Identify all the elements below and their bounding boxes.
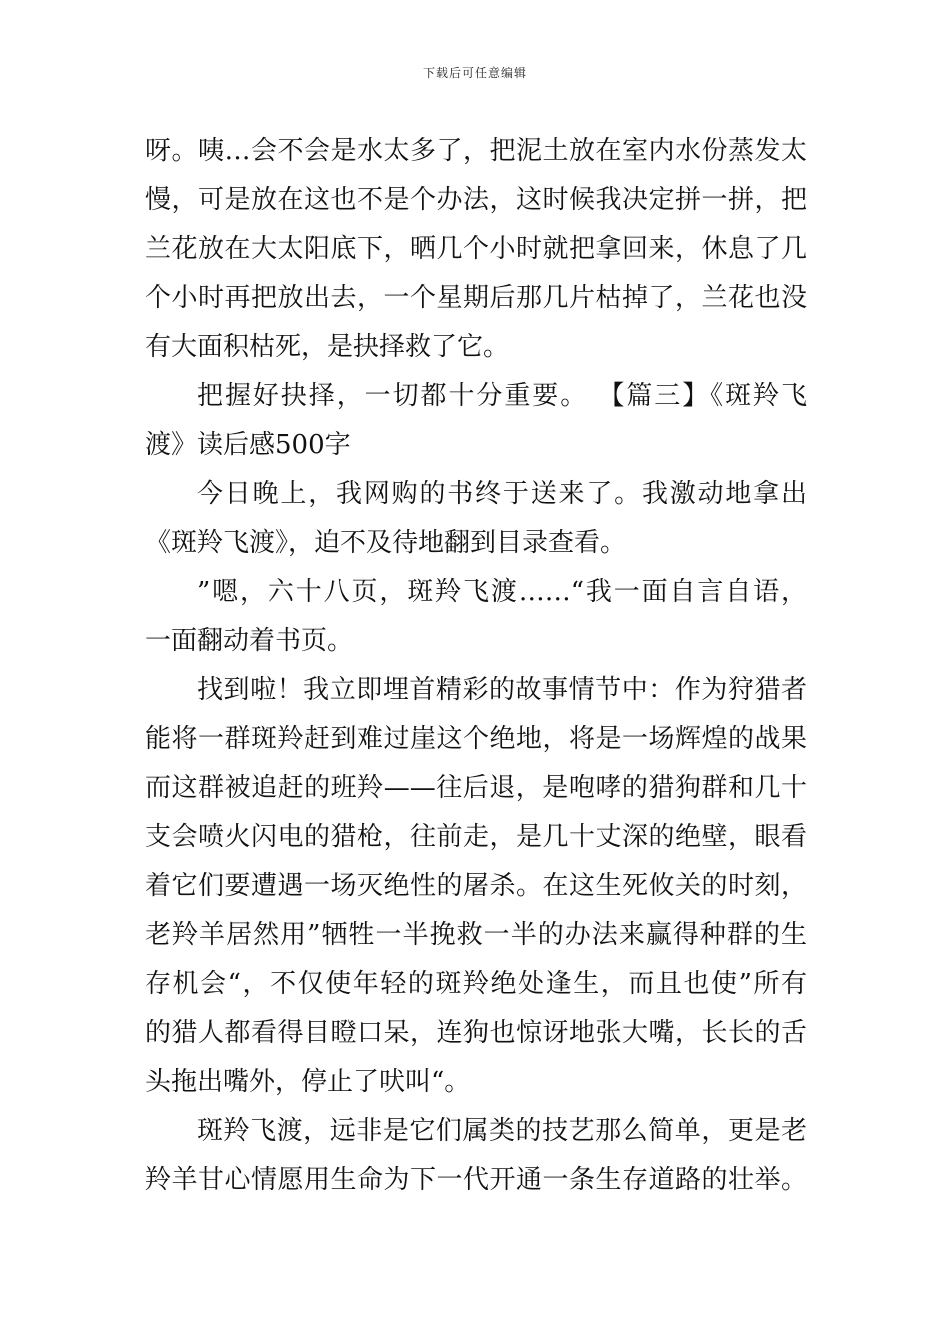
text-line: 斑羚飞渡，远非是它们属类的技艺那么简单，更是老 <box>197 1116 807 1146</box>
text-line: 找到啦！我立即埋首精彩的故事情节中：作为狩猎者 <box>197 675 807 705</box>
text-line: 能将一群斑羚赶到难过崖这个绝地，将是一场辉煌的战果 <box>145 724 807 754</box>
text-line: 存机会“，不仅使年轻的斑羚绝处逢生，而且也使”所有 <box>145 969 807 999</box>
text-line: 支会喷火闪电的猎枪，往前走，是几十丈深的绝壁，眼看 <box>145 822 807 852</box>
text-line: 今日晚上，我网购的书终于送来了。我激动地拿出 <box>197 479 807 509</box>
text-line: 羚羊甘心情愿用生命为下一代开通一条生存道路的壮举。 <box>145 1165 807 1195</box>
document-body <box>145 127 807 1205</box>
text-line: 的猎人都看得目瞪口呆，连狗也惊讶地张大嘴，长长的舌 <box>145 1018 807 1048</box>
text-line: 《斑羚飞渡》，迫不及待地翻到目录查看。 <box>145 528 627 558</box>
text-line: 渡》读后感500字 <box>145 430 351 460</box>
text-line: 把握好抉择，一切都十分重要。 【篇三】《斑羚飞 <box>197 381 807 411</box>
text-line: ”嗯，六十八页，斑羚飞渡……“我一面自言自语， <box>197 577 807 607</box>
page-header: 下载后可任意编辑 <box>422 66 527 80</box>
text-line: 老羚羊居然用”牺牲一半挽救一半的办法来赢得种群的生 <box>145 920 807 950</box>
text-line: 着它们要遭遇一场灭绝性的屠杀。在这生死攸关的时刻， <box>145 871 807 901</box>
text-line: 慢，可是放在这也不是个办法，这时候我决定拼一拼，把 <box>145 185 807 215</box>
text-line: 一面翻动着书页。 <box>145 626 354 656</box>
text-line: 个小时再把放出去，一个星期后那几片枯掉了，兰花也没 <box>145 283 807 313</box>
text-line: 兰花放在大太阳底下，晒几个小时就把拿回来，休息了几 <box>145 234 807 264</box>
text-line: 而这群被追赶的班羚——往后退，是咆哮的猎狗群和几十 <box>145 773 807 803</box>
text-line: 呀。咦…会不会是水太多了，把泥土放在室内水份蒸发太 <box>145 136 807 166</box>
text-line: 有大面积枯死，是抉择救了它。 <box>145 332 510 362</box>
text-line: 头拖出嘴外，停止了吠叫“。 <box>145 1067 471 1097</box>
